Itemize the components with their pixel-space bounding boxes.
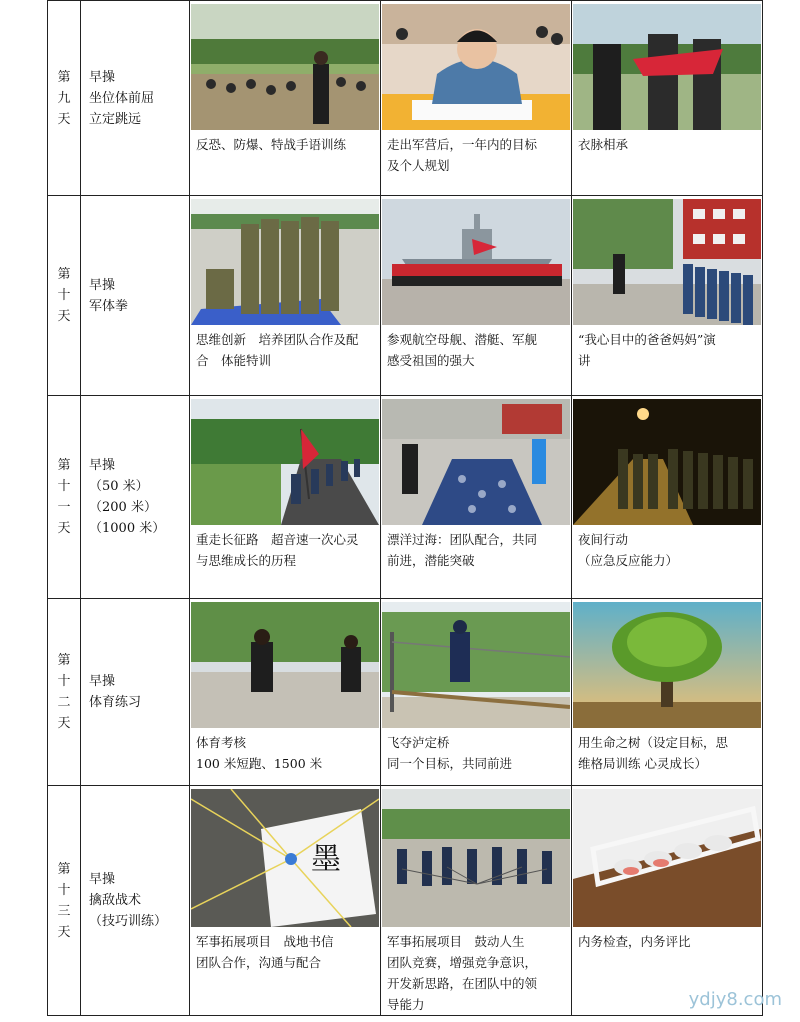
day-cell: 第 九 天	[48, 1, 81, 196]
photo-cell	[381, 1, 572, 196]
photo-cell	[572, 196, 763, 396]
caption: 军事拓展项目 战地书信 团队合作，沟通与配合	[196, 934, 334, 970]
day-cell: 第 十 二 天	[48, 599, 81, 786]
caption: 思维创新 培养团队合作及配 合 体能特训	[196, 332, 359, 368]
photo-team-standing-on-mat	[191, 199, 379, 325]
photo-rope-calligraphy-board	[191, 789, 379, 927]
photo-cell	[381, 599, 572, 786]
photo-students-lined-up-street	[573, 199, 761, 325]
caption: 飞夺泸定桥 同一个目标，共同前进	[387, 735, 513, 771]
photo-cell	[190, 396, 381, 599]
caption: 军事拓展项目 鼓动人生 团队竞赛，增强竞争意识， 开发新思路，在团队中的领 导能力	[387, 934, 538, 1012]
photo-cell	[190, 599, 381, 786]
caption: 重走长征路 超音速一次心灵 与思维成长的历程	[196, 532, 359, 568]
photo-cell	[572, 1, 763, 196]
photo-cell	[381, 786, 572, 1016]
schedule-row	[48, 196, 763, 396]
caption: 走出军营后，一年内的目标 及个人规划	[387, 137, 538, 173]
caption: 衣脉相承	[578, 137, 629, 152]
caption: 参观航空母舰、潜艇、军舰 感受祖国的强大	[387, 332, 538, 368]
watermark: ydjy8.com	[688, 989, 782, 1010]
photo-running-with-red-flag	[191, 399, 379, 525]
photo-cell	[190, 786, 381, 1016]
photo-night-march	[573, 399, 761, 525]
day-cell: 第 十 三 天	[48, 786, 81, 1016]
activity-cell: 早操 军体拳	[81, 196, 190, 396]
schedule-row	[48, 396, 763, 599]
activity-cell: 早操 体育练习	[81, 599, 190, 786]
activity-cell: 早操 擒敌战术 （技巧训练）	[81, 786, 190, 1016]
photo-cell	[190, 1, 381, 196]
photo-crossing-the-sea-game	[382, 399, 570, 525]
photo-sprint-race	[191, 602, 379, 728]
activity-cell: 早操 （50 米） （200 米） （1000 米）	[81, 396, 190, 599]
photo-tree-of-life	[573, 602, 761, 728]
photo-drum-rope-game	[382, 789, 570, 927]
caption: “我心目中的爸爸妈妈”演 讲	[578, 332, 716, 368]
photo-flag-passing-ceremony	[573, 4, 761, 130]
photo-cell	[381, 196, 572, 396]
photo-rope-bridge	[382, 602, 570, 728]
schedule-row	[48, 1, 763, 196]
caption: 内务检查，内务评比	[578, 934, 691, 949]
caption: 漂洋过海：团队配合，共同 前进，潜能突破	[387, 532, 538, 568]
schedule-row	[48, 786, 763, 1016]
photo-shoe-rack-inspection	[573, 789, 761, 927]
activity-cell: 早操 坐位体前屈 立定跳远	[81, 1, 190, 196]
caption: 用生命之树（设定目标，思 维格局训练 心灵成长）	[578, 735, 729, 771]
caption: 夜间行动 （应急反应能力）	[578, 532, 679, 568]
photo-cell	[572, 786, 763, 1016]
photo-cell	[572, 599, 763, 786]
day-cell: 第 十 天	[48, 196, 81, 396]
photo-warship-visit-group	[382, 199, 570, 325]
photo-boy-writing-at-desk	[382, 4, 570, 130]
photo-students-sitting-on-field	[191, 4, 379, 130]
schedule-row	[48, 599, 763, 786]
day-cell: 第 十 一 天	[48, 396, 81, 599]
photo-cell	[572, 396, 763, 599]
caption: 反恐、防爆、特战手语训练	[196, 137, 347, 152]
photo-cell	[381, 396, 572, 599]
caption: 体育考核 100 米短跑、1500 米	[196, 735, 323, 771]
svg-text:墨: 墨	[311, 842, 341, 877]
photo-cell	[190, 196, 381, 396]
schedule-table	[47, 0, 763, 1016]
